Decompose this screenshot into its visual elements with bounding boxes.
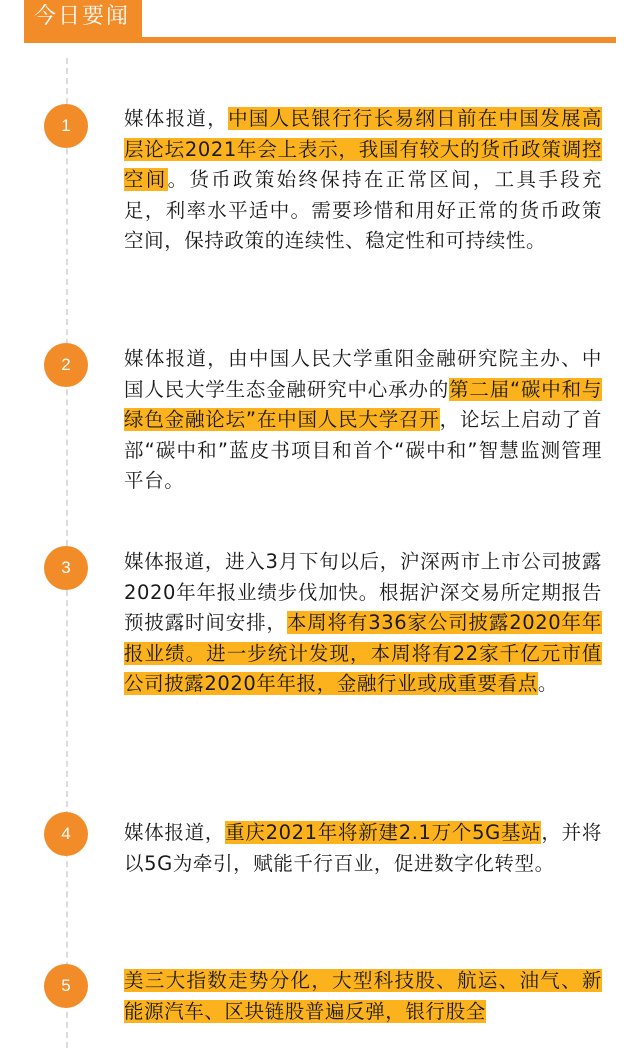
item-number: 4 [61,824,71,843]
news-text [124,547,602,700]
text-plain: 媒体报道，由中国人民大学重阳金融研究院主办、中国人民大学生态金融研究中心承办的 [124,347,602,401]
item-number-badge [44,104,88,148]
text-plain: ，论坛上启动了首部“碳中和”蓝皮书项目和首个“碳中和”智慧监测管理平台。 [124,408,602,492]
item-number-badge [44,964,88,1008]
text-highlight: 本周将有336家公司披露2020年年报业绩。进一步统计发现，本周将有22家千亿元市值公司披露2020年年报，金融行业或成重要看点 [124,611,602,695]
text-highlight: 第二届“碳中和与绿色金融论坛”在中国人民大学召开 [124,377,602,431]
header-divider [24,37,616,43]
item-number-badge [44,812,88,856]
text-plain: ，并将以5G为牵引，赋能千行百业，促进数字化转型。 [124,821,602,875]
text-highlight: 中国人民银行行长易纲日前在中国发展高层论坛2021年会上表示，我国有较大的货币政策调控空间 [124,107,602,191]
news-text [124,344,602,497]
text-plain: 媒体报道， [124,107,229,130]
item-number-badge [44,343,88,387]
section-title-text: 今日要闻 [34,4,131,29]
text-plain: 。货币政策始终保持在正常区间，工具手段充足，利率水平适中。需要珍惜和用好正常的货币政策空间，保持政策的连续性、稳定性和可持续性。 [124,168,602,252]
news-text [124,966,602,1027]
text-highlight: 重庆2021年将新建2.1万个5G基站 [225,821,542,844]
text-plain: 。 [537,672,558,695]
item-number-badge [44,546,88,590]
text-highlight: 美三大指数走势分化，大型科技股、航运、油气、新能源汽车、区块链股普遍反弹，银行股全 [124,969,602,1023]
news-text [124,818,602,879]
section-title [24,0,142,38]
item-number: 2 [61,355,71,374]
news-text [124,104,602,257]
item-number: 1 [61,116,71,135]
item-number: 5 [61,976,71,995]
item-number: 3 [61,558,71,577]
text-plain: 媒体报道，进入3月下旬以后，沪深两市上市公司披露2020年年报业绩步伐加快。根据沪深交易所定期报告预披露时间安排， [124,550,602,634]
text-plain: 媒体报道， [124,821,226,844]
